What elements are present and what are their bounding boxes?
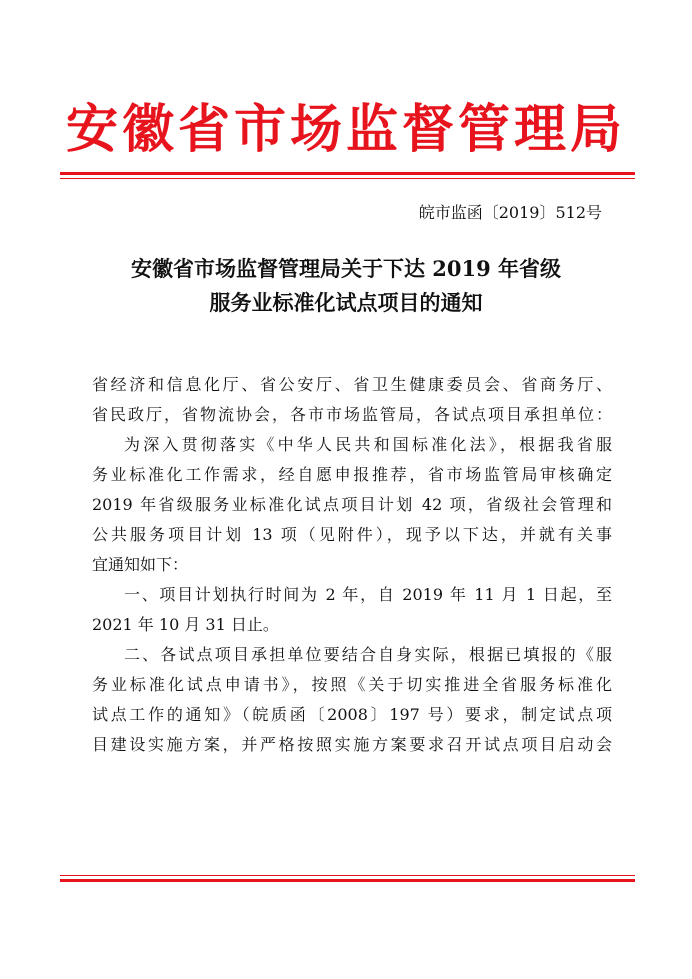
item-2-line-2: 务业标准化试点申请书》，按照《关于切实推进全省服务标准化 [92, 675, 612, 694]
paragraph-1-line-5: 宜通知如下： [92, 555, 189, 574]
issuing-org-title: 安徽省市场监督管理局 [65, 99, 626, 160]
item-1-line-2: 2021 年 10 月 31 日止。 [92, 615, 279, 634]
header-rule-thin [60, 178, 635, 179]
paragraph-1-line-3: 2019 年省级服务业标准化试点项目计划 42 项，省级社会管理和 [92, 495, 612, 514]
item-2-line-1: 二、各试点项目承担单位要结合自身实际，根据已填报的《服 [124, 645, 612, 664]
document-number: 皖市监函〔2019〕512号 [418, 203, 602, 222]
paragraph-1-line-1: 为深入贯彻落实《中华人民共和国标准化法》，根据我省服 [124, 435, 612, 454]
notice-title [0, 252, 692, 320]
paragraph-1-line-2: 务业标准化工作需求，经自愿申报推荐，省市场监管局审核确定 [92, 465, 612, 484]
notice-body [92, 370, 612, 760]
paragraph-1-line-4: 公共服务项目计划 13 项（见附件），现予以下达，并就有关事 [92, 525, 612, 544]
recipients-line-1: 省经济和信息化厅、省公安厅、省卫生健康委员会、省商务厅、 [92, 375, 612, 394]
item-2-line-4: 目建设实施方案，并严格按照实施方案要求召开试点项目启动会 [92, 735, 612, 754]
notice-title-line-1: 安徽省市场监督管理局关于下达 2019 年省级 [130, 256, 562, 281]
footer-rule-thick [60, 879, 635, 882]
item-2-line-3: 试点工作的通知》（皖质函〔2008〕197 号）要求，制定试点项 [92, 705, 612, 724]
item-1-line-1: 一、项目计划执行时间为 2 年，自 2019 年 11 月 1 日起，至 [124, 585, 612, 604]
footer-rule-thin [60, 875, 635, 876]
recipients-line-2: 省民政厅，省物流协会，各市市场监管局，各试点项目承担单位： [92, 405, 612, 424]
header-rule-thick [60, 172, 635, 175]
notice-title-line-2: 服务业标准化试点项目的通知 [209, 290, 483, 315]
